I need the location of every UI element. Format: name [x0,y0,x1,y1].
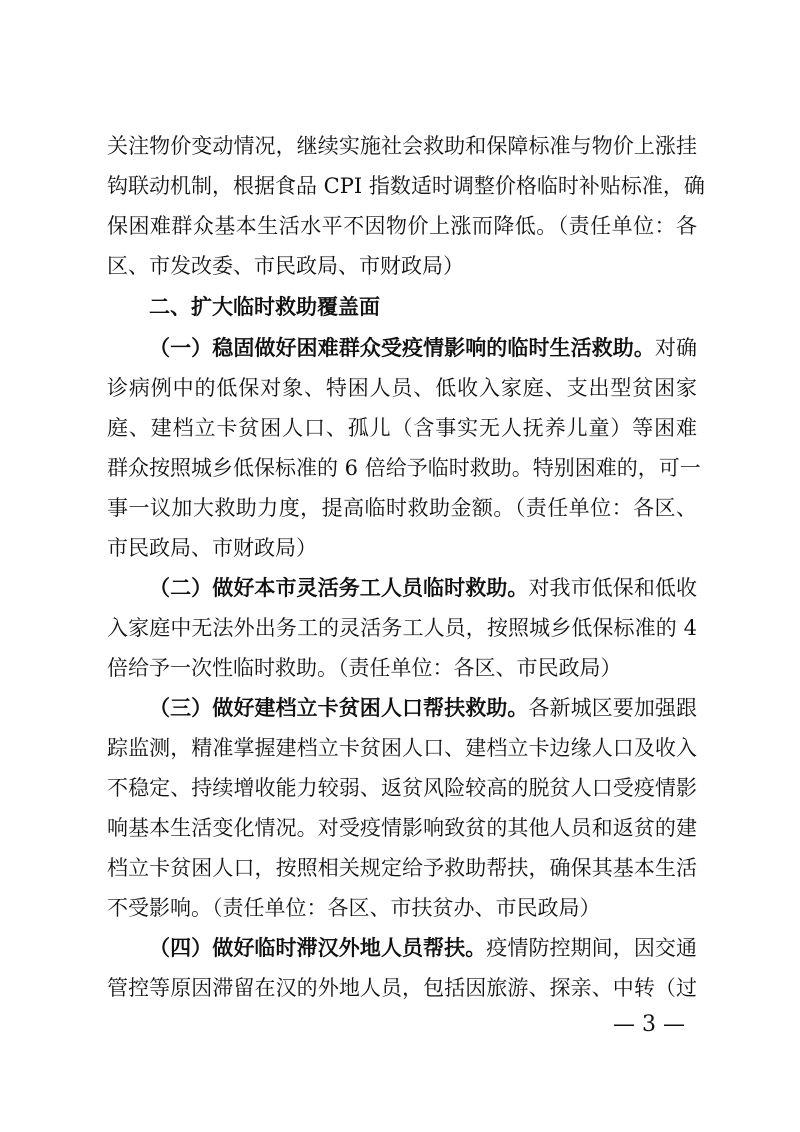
subsection-text: 各新城区要加强跟 [528,696,698,720]
paragraph-line: 踪监测，精准掌握建档立卡贫困人口、建档立卡边缘人口及收入 [107,736,697,760]
paragraph-line: 群众按照城乡低保标准的 6 倍给予临时救助。特别困难的，可一 [107,456,701,480]
subsection-text: 疫情防控期间，因交通 [486,936,698,960]
subsection-text: 对确 [654,336,698,360]
subsection-title: （四）做好临时滞汉外地人员帮扶。 [149,935,487,960]
subsection-first-line [149,928,697,968]
paragraph-line: 不稳定、持续增收能力较弱、返贫风险较高的脱贫人口受疫情影 [107,776,697,800]
paragraph-line: 管控等原因滞留在汉的外地人员，包括因旅游、探亲、中转（过 [107,976,697,1000]
paragraph-line: 庭、建档立卡贫困人口、孤儿（含事实无人抚养儿童）等困难 [107,416,697,440]
paragraph-line: 保困难群众基本生活水平不因物价上涨而降低。（责任单位：各 [107,214,697,238]
subsection-first-line [149,688,697,728]
subsection-first-line [149,568,697,608]
paragraph-line: 不受影响。（责任单位：各区、市扶贫办、市民政局） [107,896,601,920]
paragraph-line: 倍给予一次性临时救助。（责任单位：各区、市民政局） [107,656,622,680]
paragraph-line: 入家庭中无法外出务工的灵活务工人员，按照城乡低保标准的 4 [107,616,697,640]
subsection-title: （二）做好本市灵活务工人员临时救助。 [149,575,529,600]
section-heading: 二、扩大临时救助覆盖面 [149,295,380,319]
paragraph-line: 档立卡贫困人口，按照相关规定给予救助帮扶，确保其基本生活 [107,856,697,880]
paragraph-line: 诊病例中的低保对象、特困人员、低收入家庭、支出型贫困家 [107,376,697,400]
page-number: — 3 — [613,1012,685,1037]
subsection-title: （一）稳固做好困难群众受疫情影响的临时生活救助。 [149,335,655,360]
paragraph-line: 钩联动机制，根据食品 CPI 指数适时调整价格临时补贴标准，确 [107,174,705,198]
paragraph-line: 市民政局、市财政局） [107,536,317,560]
subsection-first-line [149,328,697,368]
paragraph-line: 事一议加大救助力度，提高临时救助金额。（责任单位：各区、 [107,496,697,520]
paragraph-line: 区、市发改委、市民政局、市财政局） [107,254,464,278]
paragraph-line: 关注物价变动情况，继续实施社会救助和保障标准与物价上涨挂 [107,134,697,158]
subsection-text: 对我市低保和低收 [528,576,698,600]
paragraph-line: 响基本生活变化情况。对受疫情影响致贫的其他人员和返贫的建 [107,816,697,840]
subsection-title: （三）做好建档立卡贫困人口帮扶救助。 [149,695,529,720]
